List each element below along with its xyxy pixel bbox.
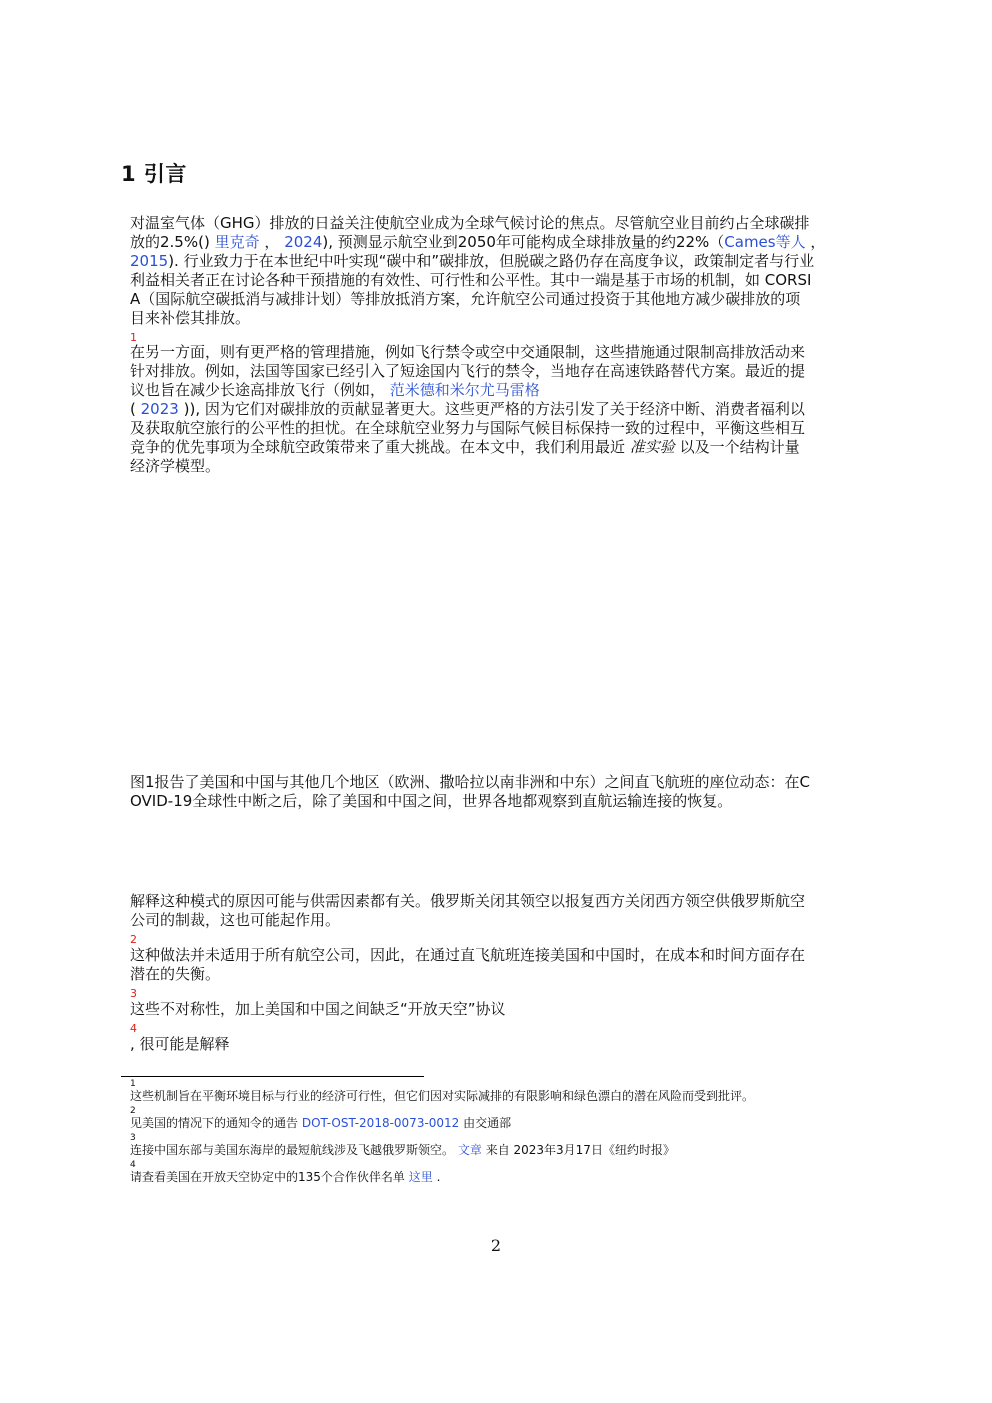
footnote-text: 这些机制旨在平衡环境目标与行业的经济可行性，但它们因对实际减排的有限影响和绿色漂白的潜在风险而受到批评。 xyxy=(130,1089,755,1103)
footnote-4 xyxy=(130,1160,890,1185)
footnote-number: 4 xyxy=(130,1160,136,1170)
footnote-mark-2[interactable]: 2 xyxy=(130,933,137,946)
text-line: 经济学模型。 xyxy=(130,457,221,475)
intro-paragraph-2 xyxy=(130,343,875,476)
text-line: 这种做法并未适用于所有航空公司，因此，在通过直飞航班连接美国和中国时，在成本和时间方面存在 xyxy=(130,946,806,964)
explanation-paragraph xyxy=(130,892,875,1054)
text-line xyxy=(130,400,875,419)
text-line: 图1报告了美国和中国与其他几个地区（欧洲、撒哈拉以南非洲和中东）之间直飞航班的座位动态：在C xyxy=(130,773,811,791)
citation-link-cames[interactable]: Cames等人 xyxy=(724,233,806,251)
text-line: 这些不对称性，加上美国和中国之间缺乏“开放天空”协议 xyxy=(130,1000,506,1018)
text-span: ， xyxy=(810,233,826,251)
text-line xyxy=(130,233,875,252)
text-line: 公司的制裁，这也可能起作用。 xyxy=(130,911,341,929)
text-line: 及获取航空旅行的公平性的担忧。在全球航空业努力与国际气候目标保持一致的过程中，平衡这些相互 xyxy=(130,419,806,437)
footnote-number: 2 xyxy=(130,1106,136,1116)
nyt-article-link[interactable]: 文章 xyxy=(457,1143,482,1157)
text-span: 竞争的优先事项为全球航空政策带来了重大挑战。在本文中，我们利用最近 xyxy=(130,438,626,456)
text-line: 利益相关者正在讨论各种干预措施的有效性、可行性和公平性。其中一端是基于市场的机制，如 CORSI xyxy=(130,271,812,289)
text-span: . xyxy=(436,1170,441,1184)
text-line: 解释这种模式的原因可能与供需因素都有关。俄罗斯关闭其领空以报复西方关闭西方领空供俄罗斯航空 xyxy=(130,892,806,910)
dot-notice-link[interactable]: DOT-OST-2018-0073-0012 xyxy=(301,1116,460,1130)
citation-link-year-2023[interactable]: 2023 xyxy=(140,400,179,418)
footnote-mark-4[interactable]: 4 xyxy=(130,1022,137,1035)
text-line: , 很可能是解释 xyxy=(130,1035,230,1053)
text-span: )), 因为它们对碳排放的贡献显著更大。这些更严格的方法引发了关于经济中断、消费者福利以 xyxy=(183,400,805,418)
footnote-1 xyxy=(130,1079,890,1104)
text-line: A（国际航空碳抵消与减排计划）等排放抵消方案，允许航空公司通过投资于其他地方减少碳排放的项 xyxy=(130,290,801,308)
footnote-number: 1 xyxy=(130,1079,136,1089)
footnote-mark-3[interactable]: 3 xyxy=(130,987,137,1000)
citation-link-year-2024[interactable]: 2024 xyxy=(284,233,323,251)
text-line: 目来补偿其排放。 xyxy=(130,309,251,327)
text-span: 议也旨在减少长途高排放飞行（例如， xyxy=(130,381,386,399)
text-line xyxy=(130,438,875,457)
text-line: 在另一方面，则有更严格的管理措施，例如飞行禁令或空中交通限制，这些措施通过限制高排放活动来 xyxy=(130,343,806,361)
text-span: 来自 2023年3月17日《纽约时报》 xyxy=(485,1143,675,1157)
emphasis-quasi-experiment: 准实验 xyxy=(629,438,675,456)
page-number: 2 xyxy=(490,1236,502,1255)
footnote-3 xyxy=(130,1133,890,1158)
intro-paragraph-1 xyxy=(130,214,875,344)
section-heading: 1 引言 xyxy=(121,162,187,186)
footnote-mark-1[interactable]: 1 xyxy=(130,331,137,344)
footnote-divider xyxy=(121,1076,424,1077)
footnote-text xyxy=(130,1170,890,1185)
text-span: 以及一个结构计量 xyxy=(679,438,800,456)
text-line: 对温室气体（GHG）排放的日益关注使航空业成为全球气候讨论的焦点。尽管航空业目前约占全球碳排 xyxy=(130,214,810,232)
text-line: OVID-19全球性中断之后，除了美国和中国之间，世界各地都观察到直航运输连接的恢复。 xyxy=(130,792,733,810)
figure-reference-paragraph xyxy=(130,773,875,811)
text-line xyxy=(130,252,875,271)
citation-link-year-2015[interactable]: 2015 xyxy=(130,252,169,270)
text-line: 潜在的失衡。 xyxy=(130,965,221,983)
text-span: ). 行业致力于在本世纪中叶实现“碳中和”碳排放，但脱碳之路仍存在高度争议，政策制定者与行业 xyxy=(168,252,815,270)
text-span: 由交通部 xyxy=(463,1116,512,1130)
footnote-text xyxy=(130,1116,890,1131)
text-span: 见美国的情况下的通知令的通告 xyxy=(130,1116,299,1130)
text-span: 请查看美国在开放天空协定中的135个合作伙伴名单 xyxy=(130,1170,405,1184)
text-span: ), 预测显示航空业到2050年可能构成全球排放量的约22%（ xyxy=(322,233,725,251)
open-skies-list-link[interactable]: 这里 xyxy=(408,1170,433,1184)
citation-link-vanmiede[interactable]: 范米德和米尔尤马雷格 xyxy=(389,381,540,399)
text-line xyxy=(130,381,875,400)
footnote-number: 3 xyxy=(130,1133,136,1143)
text-span: ， xyxy=(264,233,280,251)
text-span: 连接中国东部与美国东海岸的最短航线涉及飞越俄罗斯领空。 xyxy=(130,1143,455,1157)
text-span: ( xyxy=(130,400,136,418)
citation-link-rikqi[interactable]: 里克奇 xyxy=(214,233,260,251)
footnote-text xyxy=(130,1143,890,1158)
text-span: 放的2.5%() xyxy=(130,233,210,251)
text-line: 针对排放。例如，法国等国家已经引入了短途国内飞行的禁令，当地存在高速铁路替代方案。最近的提 xyxy=(130,362,806,380)
footnote-2 xyxy=(130,1106,890,1131)
